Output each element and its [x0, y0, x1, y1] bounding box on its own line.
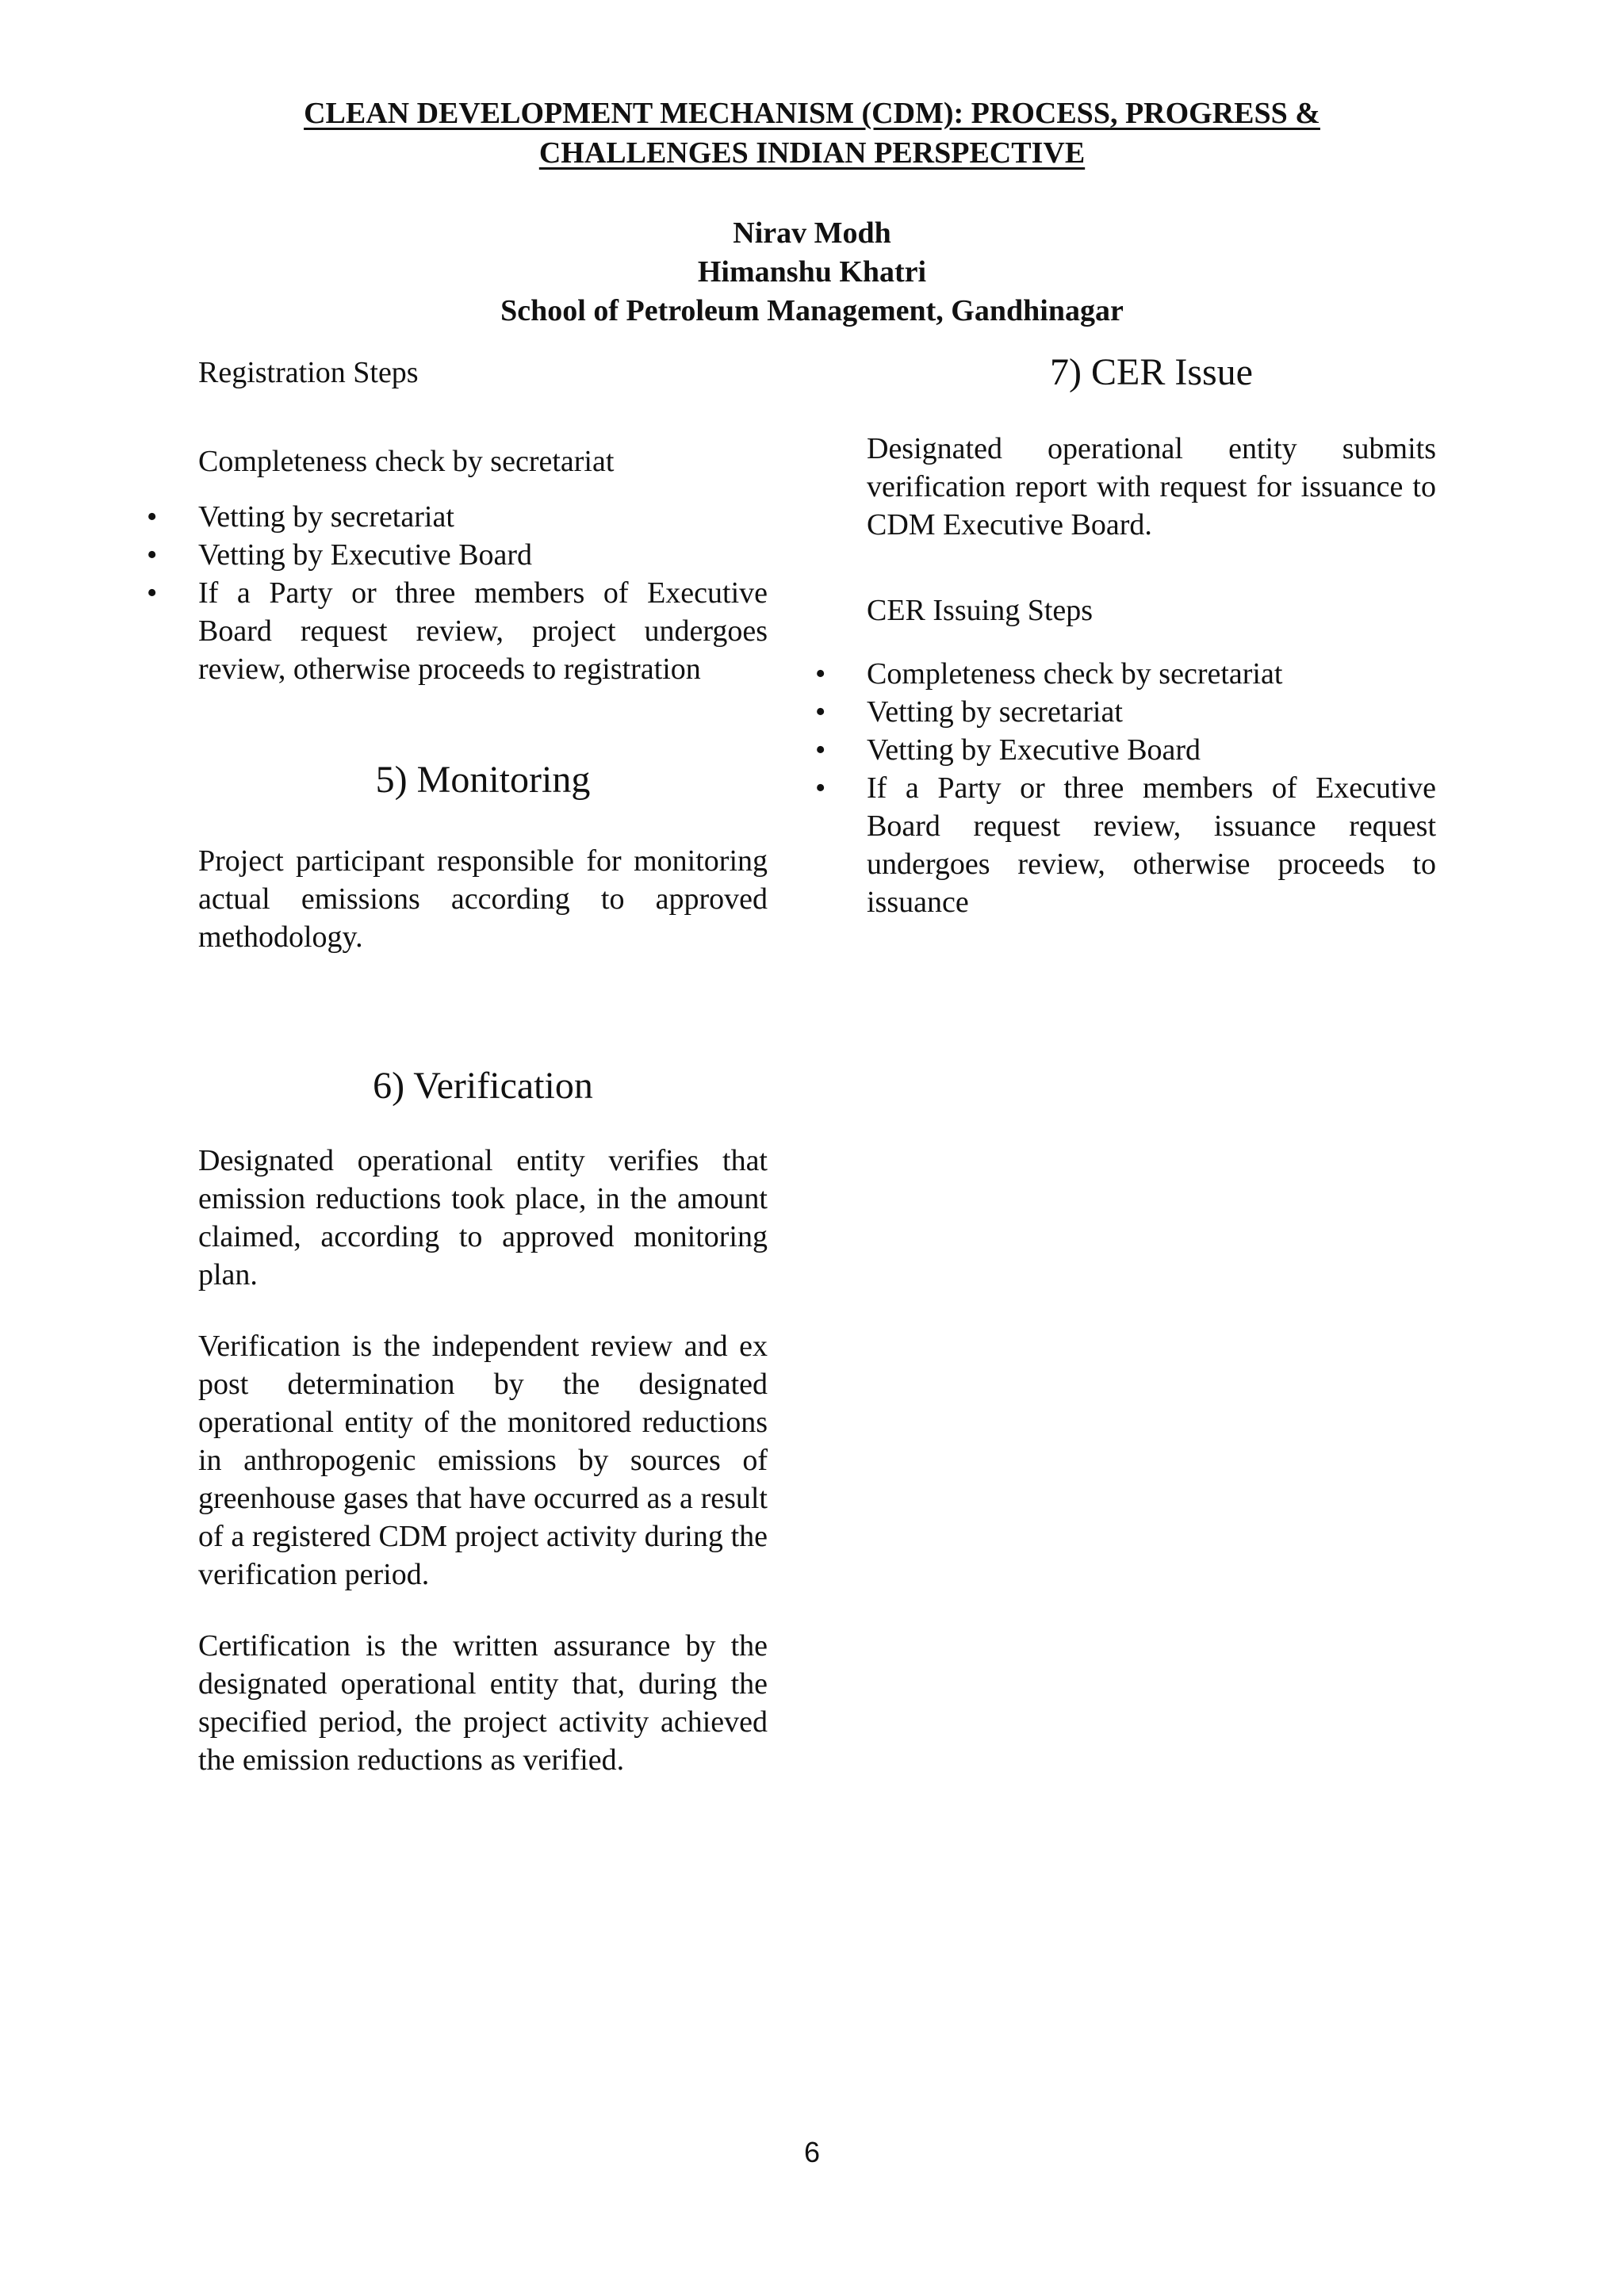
registration-bullet-list: [147, 498, 768, 688]
verification-paragraph: Designated operational entity verifies that emission reductions took place, in the amount claimed, according to approved monitoring plan.: [198, 1144, 768, 1292]
bullet-icon: •: [815, 771, 826, 805]
left-column: [147, 354, 768, 1779]
paper-title-line-2: CHALLENGES INDIAN PERSPECTIVE: [538, 136, 1086, 170]
paper-title-line-1: CLEAN DEVELOPMENT MECHANISM (CDM): PROCESS, PROGRESS &: [304, 97, 1320, 130]
author-name: Nirav Modh: [733, 216, 891, 250]
list-item: • Vetting by secretariat: [867, 693, 1436, 731]
author-name: Himanshu Khatri: [697, 255, 927, 289]
monitoring-heading: 5) Monitoring: [375, 759, 591, 801]
author-list: [0, 214, 1624, 331]
bullet-icon: •: [815, 695, 826, 729]
completeness-check-text: Completeness check by secretariat: [198, 445, 615, 478]
bullet-icon: •: [147, 576, 158, 610]
bullet-icon: •: [147, 500, 158, 534]
verification-definition-paragraph: Verification is the independent review and ex post determination by the designated operational entity of the monitored reductions in anthropogenic emissions by sources of greenhouse gases that have occurred as a result of a registered CDM project activity during the verification period.: [198, 1330, 768, 1591]
cer-issue-heading: 7) CER Issue: [1050, 351, 1253, 393]
verification-heading: 6) Verification: [373, 1065, 593, 1107]
monitoring-paragraph: Project participant responsible for monitoring actual emissions according to approved methodology.: [198, 844, 768, 954]
list-item: • Vetting by Executive Board: [198, 536, 768, 574]
list-item: • If a Party or three members of Executive Board request review, issuance request undergoes review, otherwise proceeds to issuance: [867, 769, 1436, 921]
list-item: • If a Party or three members of Executive Board request review, project undergoes review, otherwise proceeds to registration: [198, 574, 768, 688]
bullet-icon: •: [147, 538, 158, 572]
list-item: • Completeness check by secretariat: [867, 655, 1436, 693]
cer-issuing-steps-label: CER Issuing Steps: [867, 594, 1094, 627]
list-item: • Vetting by secretariat: [198, 498, 768, 536]
bullet-icon: •: [815, 657, 826, 691]
page-number: 6: [803, 2136, 821, 2168]
cer-issue-paragraph: Designated operational entity submits verification report with request for issuance to CDM Executive Board.: [867, 432, 1436, 541]
certification-paragraph: Certification is the written assurance by the designated operational entity that, during the specified period, the project activity achieved the emission reductions as verified.: [198, 1629, 768, 1777]
cer-issuing-bullet-list: [815, 655, 1436, 921]
list-item: • Vetting by Executive Board: [867, 731, 1436, 769]
author-affiliation: School of Petroleum Management, Gandhinagar: [500, 294, 1124, 327]
bullet-icon: •: [815, 733, 826, 767]
right-column: [815, 351, 1436, 921]
header-block: [0, 94, 1624, 331]
registration-steps-label: Registration Steps: [198, 356, 419, 389]
